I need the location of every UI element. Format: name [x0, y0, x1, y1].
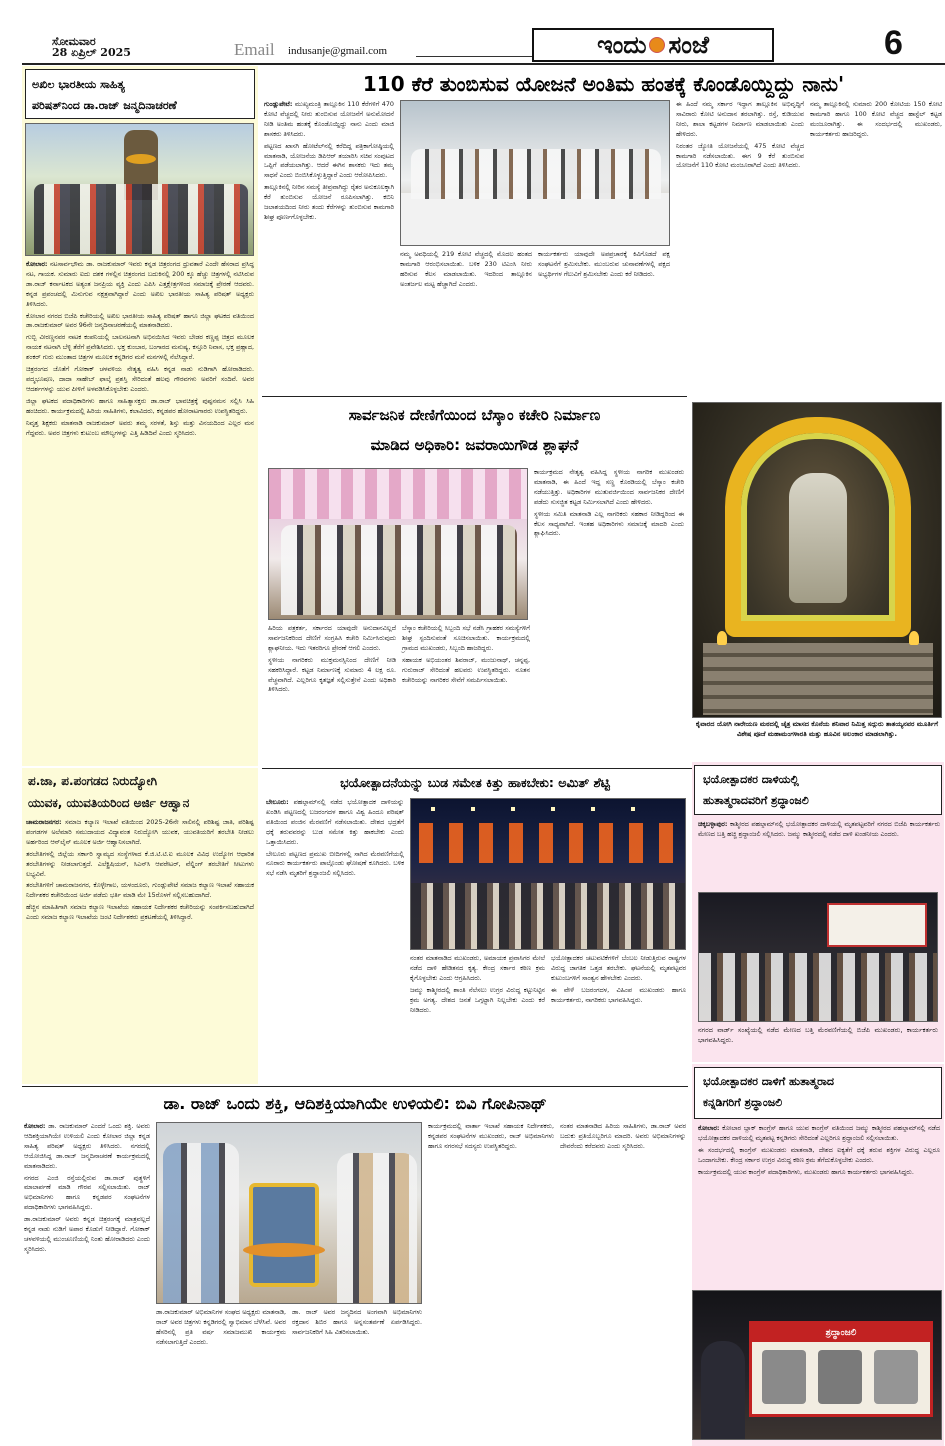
kannadigas-tribute-headline [694, 1067, 942, 1119]
kere-para-2: ಪಟ್ಟಣದ ಖಾಸಗಿ ಹೋಟೆಲ್‌ನಲ್ಲಿ ಕರೆದಿದ್ದ ಪತ್ರಿಕಾಗೋಷ್ಠಿಯಲ್ಲಿ ಮಾತನಾಡಿ, ಯೋಜನೆಯ ಡಿಪಿಆರ್ ತಯಾರಿಸಿ ಸಚಿವ ಸಂಪುಟದ ಒಪ್ಪಿಗೆ ಪಡೆಯಲಾಗಿತ್ತು. ಆದರೆ ಈಗಿನ ಶಾಸಕರು ಇದು ತಮ್ಮ ಸಾಧನೆ ಎಂದು ಬಿಂಬಿಸಿಕೊಳ್ಳುತ್ತಿದ್ದಾರೆ ಎಂದು ಆರೋಪಿಸಿದರು. [264, 141, 394, 180]
press-meet-table [401, 193, 670, 246]
jobs-headline-line-2: ಯುವಕ, ಯುವತಿಯರಿಂದ ಅರ್ಜಿ ಆಹ್ವಾನ [28, 796, 190, 810]
jobs-lead: ಚಾಮರಾಜನಗರ: [26, 818, 62, 826]
jobs-para-2: ತರಬೇತಿಗಳಲ್ಲಿ ಜಿಲ್ಲೆಯ ಸರ್ಕಾರಿ ಸ್ವಾಮ್ಯದ ಸಂಸ್ಥೆಗಳಾದ ಕೆ.ಜಿ.ಟಿ.ಟಿ.ಐ ಮೂಲಕ ವಿವಿಧ ಉದ್ಯೋಗ ಆಧಾರಿತ ತರಬೇತಿಗಳನ್ನು ನೀಡಲಾಗುತ್ತದೆ. ಎಲೆಕ್ಟ್ರಿಷಿಯನ್, ಸಿಎನ್‌ಸಿ ಆಪರೇಟರ್, ವೆಲ್ಡಿಂಗ್ ತರಬೇತಿಗೆ ಸೀಟುಗಳು ಲಭ್ಯವಿವೆ. [26, 849, 254, 878]
jobs-para-1: ಸಮಾಜ ಕಲ್ಯಾಣ ಇಲಾಖೆ ವತಿಯಿಂದ 2025-26ನೇ ಸಾಲಿನಲ್ಲಿ ಪರಿಶಿಷ್ಟ ಜಾತಿ, ಪರಿಶಿಷ್ಟ ಪಂಗಡಗಳ ಅಲೆಮಾರಿ ಸಮುದಾಯದ ವಿದ್ಯಾವಂತ ನಿರುದ್ಯೋಗಿ ಯುವಕ, ಯುವತಿಯರಿಗೆ ತರಬೇತಿ ನೀಡಲು ಅರ್ಹರಿಂದ ಆನ್‌ಲೈನ್ ಮೂಲಕ ಅರ್ಜಿ ಆಹ್ವಾನಿಸಲಾಗಿದೆ. [26, 818, 254, 846]
bescom-office-body-right [534, 468, 684, 764]
masthead-day: ಸೋಮವಾರ [52, 35, 96, 48]
kere-para-5: ಕಾರ್ಯಕರ್ತರು ಯಾವುದೇ ಅಪಪ್ರಚಾರಕ್ಕೆ ಕಿವಿಗೊಡದೆ ಪಕ್ಷ ಸಂಘಟನೆಗೆ ಶ್ರಮಿಸಬೇಕು. ಮುಂಬರುವ ಚುನಾವಣೆಗಳಲ್ಲಿ ಪಕ್ಷದ ಅಭ್ಯರ್ಥಿಗಳ ಗೆಲುವಿಗೆ ಶ್ರಮಿಸಬೇಕು ಎಂದು ಕರೆ ನೀಡಿದರು. [538, 250, 670, 278]
pahalgam-headline-line-2: ಹುತಾತ್ಮರಾದವರಿಗೆ ಶ್ರದ್ಧಾಂಜಲಿ [703, 794, 809, 807]
altar-steps [703, 643, 933, 715]
kere-yojane-article [262, 66, 945, 394]
kannadigas-tribute-photo [692, 1290, 942, 1440]
gopinath-body-col-5 [560, 1122, 686, 1442]
amit-shetty-headline: ಭಯೋತ್ಪಾದನೆಯನ್ನು ಬುಡ ಸಮೇತ ಕಿತ್ತು ಹಾಕಬೇಕು: ಅಮಿತ್ ಶೆಟ್ಟಿ [340, 775, 610, 790]
tribute-banner [749, 1321, 933, 1417]
deity-idol [789, 473, 847, 603]
gopinath-headline: ಡಾ. ರಾಜ್ ಒಂದು ಶಕ್ತಿ, ಆದಿಶಕ್ತಿಯಾಗಿಯೇ ಉಳಿಯಲಿ: ಬಿವಿ ಗೋಪಿನಾಥ್ [163, 1094, 547, 1113]
gopinath-para-3: ಡಾ.ರಾಜಕುಮಾರ್ ಅವರು ಕನ್ನಡ ಚಿತ್ರರಂಗಕ್ಕೆ ಮಾತ್ರವಲ್ಲದೆ ಕನ್ನಡ ನಾಡು ನುಡಿಗೆ ಅಪಾರ ಕೊಡುಗೆ ನೀಡಿದ್ದಾರೆ. ಗೋಕಾಕ್ ಚಳವಳಿಯಲ್ಲಿ ಮುಂಚೂಣಿಯಲ್ಲಿ ನಿಂತು ಹೋರಾಡಿದರು ಎಂದು ಸ್ಮರಿಸಿದರು. [24, 1215, 150, 1253]
nameplate-part-2: ಸಂಜೆ [668, 31, 709, 59]
felicitation-group [281, 525, 517, 615]
kannadigas-tribute-article [692, 1064, 944, 1446]
rajkumar-headline-line-1: ಅಖಿಲ ಭಾರತೀಯ ಸಾಹಿತ್ಯ [32, 78, 125, 91]
nameplate-part-1: ಇಂದು [597, 31, 647, 59]
kere-para-3: ತಾಲ್ಲೂಕಿನಲ್ಲಿ ನೀರಿನ ಸಮಸ್ಯೆ ತೀವ್ರವಾಗಿದ್ದು ರೈತರ ಅನುಕೂಲಕ್ಕಾಗಿ ಕೆರೆ ತುಂಬಿಸುವ ಯೋಜನೆ ರೂಪಿಸಲಾಗಿತ್ತು. ಕಬಿನಿ ಜಲಾಶಯದಿಂದ ನೀರು ತಂದು ಕೆರೆಗಳನ್ನು ತುಂಬಿಸುವ ಕಾಮಗಾರಿ ಶೀಘ್ರ ಪೂರ್ಣಗೊಳ್ಳಬೇಕು. [264, 183, 394, 221]
kannadigas-tribute-body [698, 1124, 940, 1284]
bescom-headline-line-2: ಮಾಡಿದ ಅಧಿಕಾರಿ: ಜವರಾಯಿಗೌಡ ಶ್ಲಾಘನೆ [370, 436, 579, 454]
group-of-people [34, 184, 248, 254]
jobs-headline-line-1: ಪ.ಜಾ, ಪ.ಪಂಗಡದ ನಿರುದ್ಯೋಗಿ [28, 774, 158, 788]
rajkumar-jayanti-body [26, 260, 254, 762]
email-label: Email [234, 40, 275, 59]
stage-backdrop [269, 469, 528, 519]
gopinath-para-2: ನಗರದ ಎಂಜಿ ರಸ್ತೆಯಲ್ಲಿರುವ ಡಾ.ರಾಜ್ ಪುತ್ಥಳಿಗೆ ಮಾಲಾರ್ಪಣೆ ಮಾಡಿ ಗೌರವ ಸಲ್ಲಿಸಲಾಯಿತು. ರಾಜ್ ಅಭಿಮಾನಿಗಳು ಹಾಗೂ ಕನ್ನಡಪರ ಸಂಘಟನೆಗಳ ಪದಾಧಿಕಾರಿಗಳು ಭಾಗವಹಿಸಿದ್ದರು. [24, 1173, 150, 1212]
gopinath-para-1: ಡಾ. ರಾಜಕುಮಾರ್ ಎಂದರೆ ಒಂದು ಶಕ್ತಿ. ಅವರು ಆದಿಶಕ್ತಿಯಾಗಿಯೇ ಉಳಿಯಲಿ ಎಂದು ಕೋಲಾರ ಜಿಲ್ಲಾ ಕನ್ನಡ ಸಾಹಿತ್ಯ ಪರಿಷತ್ ಅಧ್ಯಕ್ಷರು ತಿಳಿಸಿದರು. ನಗರದಲ್ಲಿ ಆಯೋಜಿಸಿದ್ದ ಡಾ.ರಾಜ್ ಜನ್ಮದಿನಾಚರಣೆ ಕಾರ್ಯಕ್ರಮದಲ್ಲಿ ಮಾತನಾಡಿದರು. [24, 1122, 150, 1170]
amit-para-2: ಬೇಲೂರು ಪಟ್ಟಣದ ಪ್ರಮುಖ ಬೀದಿಗಳಲ್ಲಿ ಸಾಗಿದ ಮೆರವಣಿಗೆಯಲ್ಲಿ ನೂರಾರು ಕಾರ್ಯಕರ್ತರು ಪಾಲ್ಗೊಂಡು ಘೋಷಣೆ ಕೂಗಿದರು. ಬಳಿಕ ಸಭೆ ನಡೆಸಿ ಮೃತರಿಗೆ ಶ್ರದ್ಧಾಂಜಲಿ ಸಲ್ಲಿಸಿದರು. [266, 849, 404, 878]
amit-lead: ಬೇಲೂರು: [266, 798, 289, 806]
amit-para-1: ಪಹಲ್ಗಾಮ್‌ನಲ್ಲಿ ನಡೆದ ಭಯೋತ್ಪಾದಕ ದಾಳಿಯನ್ನು ಖಂಡಿಸಿ ಪಟ್ಟಣದಲ್ಲಿ ಬಜರಂಗದಳ ಹಾಗೂ ವಿಶ್ವ ಹಿಂದೂ ಪರಿಷತ್ ವತಿಯಿಂದ ಪಂಜಿನ ಮೆರವಣಿಗೆ ನಡೆಸಲಾಯಿತು. ದೇಶದ ಭದ್ರತೆಗೆ ಧಕ್ಕೆ ತರುವವರನ್ನು ಬುಡ ಸಮೇತ ಕಿತ್ತು ಹಾಕಬೇಕು ಎಂದು ಒತ್ತಾಯಿಸಿದರು. [266, 798, 404, 846]
bescom-headline-line-1: ಸಾರ್ವಜನಿಕ ದೇಣಿಗೆಯಿಂದ ಬೆಸ್ಕಾಂ ಕಚೇರಿ ನಿರ್ಮಾಣ [348, 406, 601, 424]
tribute-attendee [701, 1341, 745, 1440]
rally-crowd [411, 883, 686, 950]
paper-nameplate [532, 28, 774, 62]
divider-kere [262, 396, 687, 397]
amit-shetty-article [262, 770, 688, 1088]
gopinath-article [22, 1088, 688, 1446]
gopinath-para-5: ಡಾ. ರಾಜ್ ಅವರ ಜನ್ಮದಿನದ ಅಂಗವಾಗಿ ಅಭಿಮಾನಿಗಳು ರಕ್ತದಾನ ಶಿಬಿರ ಹಾಗೂ ಅನ್ನಸಂತರ್ಪಣೆ ಏರ್ಪಡಿಸಿದ್ದರು. ಸಾರ್ವಜನಿಕರಿಗೆ ಸಿಹಿ ವಿತರಿಸಲಾಯಿತು. [292, 1308, 422, 1336]
masthead-date: 28 ಏಪ್ರಿಲ್ 2025 [52, 46, 131, 59]
street-lights [431, 807, 667, 811]
kannadigas-headline-line-1: ಭಯೋತ್ಪಾದಕರ ದಾಳಿಗೆ ಹುತಾತ್ಮರಾದ [703, 1075, 834, 1088]
candle-march-photo [698, 892, 938, 1022]
rajkumar-headline-line-2: ಪರಿಷತ್‌ನಿಂದ ಡಾ.ರಾಜ್ ಜನ್ಮದಿನಾಚರಣೆ [32, 99, 177, 112]
amit-shetty-body-col-1 [266, 798, 404, 1084]
jobs-notice-headline [28, 770, 254, 814]
pahalgam-tribute-headline [694, 765, 942, 815]
bescom-para-3: ಹಿರಿಯ ಪತ್ರಕರ್ತ, ಸರ್ಕಾರದ ಯಾವುದೇ ಅನುದಾನವಿಲ್ಲದೆ ಸಾರ್ವಜನಿಕರಿಂದ ದೇಣಿಗೆ ಸಂಗ್ರಹಿಸಿ ಕಚೇರಿ ನಿರ್ಮಿಸಿರುವುದು ಶ್ಲಾಘನೀಯ. ಇದು ಇತರರಿಗೂ ಪ್ರೇರಣೆ ಆಗಲಿ ಎಂದರು. [268, 624, 396, 652]
jobs-notice-body [26, 818, 254, 1080]
bescom-office-article [262, 398, 687, 768]
rajkumar-jayanti-headline [25, 69, 255, 119]
gopinath-lead: ಕೋಲಾರ: [24, 1122, 46, 1130]
amit-para-6: ಈ ವೇಳೆ ಬಜರಂಗದಳ, ವಿಹಿಂಪ ಮುಖಂಡರು ಹಾಗೂ ಕಾರ್ಯಕರ್ತರು, ನಾಗರಿಕರು ಭಾಗವಹಿಸಿದ್ದರು. [551, 985, 686, 1004]
jobs-para-4: ಹೆಚ್ಚಿನ ಮಾಹಿತಿಗಾಗಿ ಸಮಾಜ ಕಲ್ಯಾಣ ಇಲಾಖೆಯ ಸಹಾಯಕ ನಿರ್ದೇಶಕರ ಕಚೇರಿಯನ್ನು ಸಂಪರ್ಕಿಸಬಹುದಾಗಿದೆ ಎಂದು ಸಮಾಜ ಕಲ್ಯಾಣ ಇಲಾಖೆಯ ಜಂಟಿ ನಿರ್ದೇಶಕರು ಪ್ರಕಟಣೆಯಲ್ಲಿ ತಿಳಿಸಿದ್ದಾರೆ. [26, 903, 254, 922]
rajkumar-para-3: ಗುಬ್ಬಿ ವೀರಣ್ಣನವರ ನಾಟಕ ಕಂಪನಿಯಲ್ಲಿ ಬಾಲನಟನಾಗಿ ಅಭಿನಯಿಸಿದ ಇವರು ಬೇಡರ ಕಣ್ಣಪ್ಪ ಚಿತ್ರದ ಮೂಲಕ ನಾಯಕ ನಟನಾಗಿ ಬೆಳ್ಳಿ ತೆರೆಗೆ ಪ್ರವೇಶಿಸಿದರು. ಭಕ್ತ ಕುಂಬಾರ, ಬಂಗಾರದ ಮನುಷ್ಯ, ಕಸ್ತೂರಿ ನಿವಾಸ, ಭಕ್ತ ಪ್ರಹ್ಲಾದ, ಶಂಕರ್ ಗುರು ಮುಂತಾದ ಚಿತ್ರಗಳ ಮೂಲಕ ಕನ್ನಡಿಗರ ಮನೆ ಮನಗಳಲ್ಲಿ ನೆಲೆಸಿದ್ದಾರೆ. [26, 333, 254, 362]
kannadigas-headline-line-2: ಕನ್ನಡಿಗರಿಗೆ ಶ್ರದ್ಧಾಂಜಲಿ [703, 1096, 783, 1109]
rajkumar-para-2: ಕೋಲಾರ ನಗರದ ಬಿಜೆಪಿ ಕಚೇರಿಯಲ್ಲಿ ಅಖಿಲ ಭಾರತೀಯ ಸಾಹಿತ್ಯ ಪರಿಷತ್ ಹಾಗೂ ಜಿಲ್ಲಾ ಘಟಕದ ವತಿಯಿಂದ ಡಾ.ರಾಜಕುಮಾರ್ ಅವರ 96ನೇ ಜನ್ಮದಿನಾಚರಣೆಯಲ್ಲಿ ಮಾತನಾಡಿದರು. [26, 311, 254, 330]
victim-portrait-3 [874, 1350, 918, 1404]
bescom-para-5: ಬೆಸ್ಕಾಂ ಕಚೇರಿಯಲ್ಲಿ ಸಿಬ್ಬಂದಿ ಸಭೆ ನಡೆಸಿ ಗ್ರಾಹಕರ ಸಮಸ್ಯೆಗಳಿಗೆ ಶೀಘ್ರ ಸ್ಪಂದಿಸುವಂತೆ ಸೂಚಿಸಲಾಯಿತು. ಕಾರ್ಯಕ್ರಮದಲ್ಲಿ ಗ್ರಾಮದ ಮುಖಂಡರು, ಸಿಬ್ಬಂದಿ ಹಾಜರಿದ್ದರು. [402, 624, 530, 652]
kannadigas-para-2: ಈ ಸಂದರ್ಭದಲ್ಲಿ ಕಾಂಗ್ರೆಸ್ ಮುಖಂಡರು ಮಾತನಾಡಿ, ದೇಶದ ಐಕ್ಯತೆಗೆ ಧಕ್ಕೆ ತರುವ ಶಕ್ತಿಗಳ ವಿರುದ್ಧ ಎಲ್ಲರೂ ಒಂದಾಗಬೇಕು. ಕೇಂದ್ರ ಸರ್ಕಾರ ಉಗ್ರರ ವಿರುದ್ಧ ಕಠಿಣ ಕ್ರಮ ತೆಗೆದುಕೊಳ್ಳಬೇಕು ಎಂದರು. [698, 1145, 940, 1164]
email-address: indusanje@gmail.com [288, 45, 388, 57]
masthead [0, 0, 945, 66]
oil-lamp-right [909, 631, 919, 645]
masthead-divider [416, 56, 532, 57]
kere-yojane-body-col-1 [264, 100, 394, 390]
bescom-office-body-bottom [268, 624, 530, 764]
amit-para-5: ಭಯೋತ್ಪಾದಕರ ಚಟುವಟಿಕೆಗಳಿಗೆ ಬೆಂಬಲ ನೀಡುತ್ತಿರುವ ರಾಷ್ಟ್ರಗಳ ವಿರುದ್ಧ ಜಾಗತಿಕ ಒತ್ತಡ ತರಬೇಕು. ಘಟನೆಯಲ್ಲಿ ಮೃತಪಟ್ಟವರ ಕುಟುಂಬಗಳಿಗೆ ಸಾಂತ್ವನ ಹೇಳಬೇಕು ಎಂದರು. [551, 954, 686, 982]
pahalgam-tribute-article [692, 762, 944, 1062]
gopinath-body-bottom [156, 1308, 422, 1442]
kere-yojane-body-mid [400, 250, 670, 390]
kere-yojane-body-col-4 [676, 100, 804, 390]
press-meet-people [411, 149, 661, 199]
gopinath-para-6: ಕಾರ್ಯಕ್ರಮದಲ್ಲಿ ವಾರ್ತಾ ಇಲಾಖೆ ಸಹಾಯಕ ನಿರ್ದೇಶಕರು, ಕನ್ನಡಪರ ಸಂಘಟನೆಗಳ ಮುಖಂಡರು, ರಾಜ್ ಅಭಿಮಾನಿಗಳು ಹಾಗೂ ನಗರಸಭೆ ಸದಸ್ಯರು ಉಪಸ್ಥಿತರಿದ್ದರು. [428, 1122, 554, 1150]
memorial-banner [827, 903, 927, 947]
jobs-notice-article [22, 768, 258, 1084]
temple-photo-block [692, 402, 942, 762]
gopinath-para-7: ನಂತರ ಮಾತನಾಡಿದ ಹಿರಿಯ ಸಾಹಿತಿಗಳು, ಡಾ.ರಾಜ್ ಅವರ ಬದುಕು ಪ್ರತಿಯೊಬ್ಬರಿಗೂ ಮಾದರಿ. ಅವರು ಅಭಿಮಾನಿಗಳನ್ನು ದೇವರೆಂದು ಕರೆದವರು ಎಂದು ಸ್ಮರಿಸಿದರು. [560, 1122, 686, 1150]
rajkumar-para-5: ಜಿಲ್ಲಾ ಘಟಕದ ಪದಾಧಿಕಾರಿಗಳು ಹಾಗೂ ಸಾಹಿತ್ಯಾಸಕ್ತರು ಡಾ.ರಾಜ್ ಭಾವಚಿತ್ರಕ್ಕೆ ಪುಷ್ಪನಮನ ಸಲ್ಲಿಸಿ ಸಿಹಿ ಹಂಚಿದರು. ಕಾರ್ಯಕ್ರಮದಲ್ಲಿ ಹಿರಿಯ ಸಾಹಿತಿಗಳು, ಕಲಾವಿದರು, ಕನ್ನಡಪರ ಹೋರಾಟಗಾರರು ಉಪಸ್ಥಿತರಿದ್ದರು. [26, 396, 254, 415]
pahalgam-tribute-caption: ನಗರದ ವಾರ್ಡ್ ಸಂಖ್ಯೆಯಲ್ಲಿ ನಡೆದ ಮೇಣದ ಬತ್ತಿ ಮೆರವಣಿಗೆಯಲ್ಲಿ ಬಿಜೆಪಿ ಮುಖಂಡರು, ಕಾರ್ಯಕರ್ತರು ಭಾಗವಹಿಸಿದ್ದರು. [698, 1026, 938, 1044]
victim-portrait-2 [818, 1350, 862, 1404]
amit-para-3: ನಂತರ ಮಾತನಾಡಿದ ಮುಖಂಡರು, ಅಮಾಯಕ ಪ್ರವಾಸಿಗರ ಮೇಲೆ ನಡೆದ ದಾಳಿ ಹೇಡಿತನದ ಕೃತ್ಯ. ಕೇಂದ್ರ ಸರ್ಕಾರ ಕಠಿಣ ಕ್ರಮ ಕೈಗೊಳ್ಳಬೇಕು ಎಂದು ಆಗ್ರಹಿಸಿದರು. [410, 954, 545, 982]
divider-gopinath [22, 1086, 688, 1087]
gopinath-body-col-4 [428, 1122, 554, 1442]
rajkumar-jayanti-photo [25, 123, 254, 256]
kere-yojane-photo [400, 100, 670, 246]
nameplate-sun-icon [649, 37, 665, 53]
kere-para-7: ನಿರಂತರ ಜ್ಯೋತಿ ಯೋಜನೆಯಲ್ಲಿ 475 ಕೋಟಿ ವೆಚ್ಚದ ಕಾಮಗಾರಿ ನಡೆಸಲಾಯಿತು. ಈಗ 9 ಕೆರೆ ತುಂಬಿಸುವ ಯೋಜನೆಗೆ 110 ಕೋಟಿ ಮಂಜೂರಾಗಿದೆ ಎಂದು ತಿಳಿಸಿದರು. [676, 141, 804, 170]
bescom-office-photo [268, 468, 528, 620]
kere-yojane-headline: 110 ಕೆರೆ ತುಂಬಿಸುವ ಯೋಜನೆ ಅಂತಿಮ ಹಂತಕ್ಕೆ ಕೊಂಡೊಯ್ದಿದ್ದು ನಾನು' [362, 72, 845, 96]
amit-para-4: ಜಮ್ಮು ಕಾಶ್ಮೀರದಲ್ಲಿ ಶಾಂತಿ ನೆಲೆಸಲು ಉಗ್ರರ ವಿರುದ್ಧ ಕಟ್ಟುನಿಟ್ಟಿನ ಕ್ರಮ ಅಗತ್ಯ. ದೇಶದ ಜನತೆ ಒಗ್ಗಟ್ಟಾಗಿ ನಿಲ್ಲಬೇಕು ಎಂದು ಕರೆ ನೀಡಿದರು. [410, 985, 545, 1014]
kere-para-1: ಮುಖ್ಯಮಂತ್ರಿ ತಾಲ್ಲೂಕಿನ 110 ಕೆರೆಗಳಿಗೆ 470 ಕೋಟಿ ವೆಚ್ಚದಲ್ಲಿ ನೀರು ತುಂಬಿಸುವ ಯೋಜನೆಗೆ ಅನುಮೋದನೆ ನೀಡಿ ಅಂತಿಮ ಹಂತಕ್ಕೆ ಕೊಂಡೊಯ್ದಿದ್ದು ನಾನು ಎಂದು ಮಾಜಿ ಶಾಸಕರು ತಿಳಿಸಿದರು. [264, 100, 394, 138]
kannadigas-para-1: ಕೋಲಾರ ಬ್ಲಾಕ್ ಕಾಂಗ್ರೆಸ್ ಹಾಗೂ ಯುವ ಕಾಂಗ್ರೆಸ್ ವತಿಯಿಂದ ಜಮ್ಮು ಕಾಶ್ಮೀರದ ಪಹಲ್ಗಾಮ್‌ನಲ್ಲಿ ನಡೆದ ಭಯೋತ್ಪಾದಕರ ದಾಳಿಯಲ್ಲಿ ಮೃತಪಟ್ಟ ಕನ್ನಡಿಗರು ಸೇರಿದಂತೆ ಎಲ್ಲರಿಗೂ ಶ್ರದ್ಧಾಂಜಲಿ ಸಲ್ಲಿಸಲಾಯಿತು. [698, 1124, 940, 1142]
jobs-para-3: ತರಬೇತಿಗಳಿಗೆ ಚಾಮರಾಜನಗರ, ಕೊಳ್ಳೇಗಾಲ, ಯಳಂದೂರು, ಗುಂಡ್ಲುಪೇಟೆ ಸಮಾಜ ಕಲ್ಯಾಣ ಇಲಾಖೆ ಸಹಾಯಕ ನಿರ್ದೇಶಕರ ಕಚೇರಿಯಿಂದ ಅರ್ಜಿ ಪಡೆದು ಭರ್ತಿ ಮಾಡಿ ಮೇ 15ರೊಳಗೆ ಸಲ್ಲಿಸಬಹುದಾಗಿದೆ. [26, 881, 254, 900]
tribute-banner-title: ಶ್ರದ್ಧಾಂಜಲಿ [752, 1324, 930, 1342]
kere-para-4: ನಮ್ಮ ಅವಧಿಯಲ್ಲಿ 219 ಕೋಟಿ ವೆಚ್ಚದಲ್ಲಿ ಮೊದಲ ಹಂತದ ಕಾಮಗಾರಿ ಆರಂಭಿಸಲಾಯಿತು. ಬಳಿಕ 230 ಟಿಎಂಸಿ ನೀರು ಹರಿಸುವ ಕೆಲಸ ಮಾಡಲಾಯಿತು. ಇದರಿಂದ ತಾಲ್ಲೂಕಿನ ಅಂತರ್ಜಲ ಮಟ್ಟ ಹೆಚ್ಚಾಗಿದೆ ಎಂದರು. [400, 250, 532, 288]
rajkumar-para-1: ನಟಸಾರ್ವಭೌಮ ಡಾ. ರಾಜಕುಮಾರ್ ಇವರು ಕನ್ನಡ ಚಿತ್ರರಂಗದ ಧ್ರುವತಾರೆ ಎಂದೇ ಹೆಸರಾದ ಪ್ರಸಿದ್ಧ ನಟ, ಗಾಯಕ. ಸುಮಾರು ಐದು ದಶಕ ಗಳಲ್ಲಿನ ಚಿತ್ರರಂಗದ ಬದುಕಿನಲ್ಲಿ 200 ಕ್ಕೂ ಹೆಚ್ಚು ಚಿತ್ರಗಳಲ್ಲಿ ನಟಿಸಿರುವ ಡಾ.ರಾಜ್ ಕರ್ನಾಟಕದ ಅತ್ಯಂತ ಜನಪ್ರಿಯ ವ್ಯಕ್ತಿ ಎಂದು ಎಪಿಸಿ ಎತ್ತಕ್ಷೇತ್ರಗಳಿಂದ ಸಮಾಜಕ್ಕೆ ಪ್ರೇರಣೆ ಆದವರು. ಕನ್ನಡ ಪ್ರಪಂಚದಲ್ಲಿ ಮಿನುಗುವ ನಕ್ಷತ್ರವಾಗಿದ್ದಾರೆ ಎಂದು ಅಖಿಲ ಭಾರತೀಯ ಸಾಹಿತ್ಯ ಪರಿಷತ್ ಅಧ್ಯಕ್ಷರು ತಿಳಿಸಿದರು. [26, 260, 254, 308]
pahalgam-lead: ಚಿಕ್ಕಬಳ್ಳಾಪುರ: [698, 820, 728, 828]
rajkumar-jayanti-article [22, 66, 258, 766]
oil-lamp-left [717, 631, 727, 645]
kannadigas-lead: ಕೋಲಾರ: [698, 1124, 720, 1132]
temple-photo-caption: ಕೈವಾರದ ಯೋಗಿ ನಾರೇಯಣ ಮಠದಲ್ಲಿ ಚೈತ್ರ ಮಾಸದ ಕೊನೆಯ ಶನಿವಾರ ನಿಮಿತ್ತ ಸದ್ಗುರು ತಾತಯ್ಯನವರ ಮೂರ್ತಿಗೆ ವಿಶೇಷ ಪೂಜೆ ಮಹಾಮಂಗಳಾರತಿ ಮತ್ತು ಹೂವಿನ ಅಲಂಕಾರ ಮಾಡಲಾಗಿತ್ತು. [695, 720, 939, 738]
masthead-rule [22, 63, 945, 65]
garland-on-portrait [243, 1243, 325, 1257]
amit-shetty-body-bottom [410, 954, 686, 1084]
pahalgam-headline-line-1: ಭಯೋತ್ಪಾದಕರ ದಾಳಿಯಲ್ಲಿ [703, 773, 799, 786]
bescom-para-1: ಕಾರ್ಯಕ್ರಮದ ನೇತೃತ್ವ ವಹಿಸಿದ್ದ ಸ್ಥಳೀಯ ನಾಗರಿಕ ಮುಖಂಡರು ಮಾತನಾಡಿ, ಈ ಹಿಂದೆ ಇದ್ದ ಸಣ್ಣ ಕೊಠಡಿಯಲ್ಲಿ ಬೆಸ್ಕಾಂ ಕಚೇರಿ ನಡೆಯುತ್ತಿತ್ತು. ಅಧಿಕಾರಿಗಳ ಮುತುವರ್ಜಿಯಿಂದ ಸಾರ್ವಜನಿಕರ ದೇಣಿಗೆ ಪಡೆದು ಸುಸಜ್ಜಿತ ಕಟ್ಟಡ ನಿರ್ಮಿಸಲಾಗಿದೆ ಎಂದು ಹೇಳಿದರು. [534, 468, 684, 506]
page-number: 6 [884, 24, 903, 62]
bescom-para-6: ಸಹಾಯಕ ಅಭಿಯಂತರ ಶಿವರಾಜ್, ಮಂಜುನಾಥ್, ಚನ್ನಪ್ಪ, ಗುರುರಾಜ್ ಸೇರಿದಂತೆ ಹಲವರು ಉಪಸ್ಥಿತರಿದ್ದರು. ನೂತನ ಕಚೇರಿಯನ್ನು ನಾಗರಿಕರ ಸೇವೆಗೆ ಸಮರ್ಪಿಸಲಾಯಿತು. [402, 655, 530, 684]
officials-standing [163, 1143, 239, 1304]
pahalgam-tribute-body [698, 820, 940, 888]
gopinath-event-photo [156, 1122, 422, 1304]
rajkumar-para-4: ಚಿತ್ರರಂಗದ ಜೊತೆಗೆ ಗೋಕಾಕ್ ಚಳವಳಿಯ ನೇತೃತ್ವ ವಹಿಸಿ ಕನ್ನಡ ನಾಡು ನುಡಿಗಾಗಿ ಹೋರಾಡಿದರು. ಪದ್ಮಭೂಷಣ, ದಾದಾ ಸಾಹೇಬ್ ಫಾಲ್ಕೆ ಪ್ರಶಸ್ತಿ ಸೇರಿದಂತೆ ಹಲವು ಗೌರವಗಳು ಅವರಿಗೆ ಸಂದಿವೆ. ಅವರ ಆದರ್ಶಗಳನ್ನು ಯುವ ಪೀಳಿಗೆ ಅಳವಡಿಸಿಕೊಳ್ಳಬೇಕು ಎಂದರು. [26, 365, 254, 393]
kere-para-8: ನಮ್ಮ ತಾಲ್ಲೂಕಿನಲ್ಲಿ ಸುಮಾರು 200 ಕೋಟಿಯ 150 ಕೋಟಿ ಕಾಮಗಾರಿ ಹಾಗೂ 100 ಕೋಟಿ ವೆಚ್ಚದ ಹಾಸ್ಟೆಲ್ ಕಟ್ಟಡ ಮಂಜೂರಾಗಿತ್ತು. ಈ ಸಂದರ್ಭದಲ್ಲಿ ಮುಖಂಡರು, ಕಾರ್ಯಕರ್ತರು ಹಾಜರಿದ್ದರು. [810, 100, 942, 138]
kannadigas-para-3: ಕಾರ್ಯಕ್ರಮದಲ್ಲಿ ಯುವ ಕಾಂಗ್ರೆಸ್ ಪದಾಧಿಕಾರಿಗಳು, ಮುಖಂಡರು ಹಾಗೂ ಕಾರ್ಯಕರ್ತರು ಭಾಗವಹಿಸಿದ್ದರು. [698, 1167, 914, 1176]
candle-crowd [699, 953, 938, 1022]
victim-portrait-1 [762, 1350, 806, 1404]
saffron-flags [419, 823, 679, 863]
torch-rally-photo [410, 798, 686, 950]
bescom-office-headline [262, 400, 687, 460]
bescom-para-4: ಸ್ಥಳೀಯ ನಾಗರಿಕರು ಮುಕ್ತಮನಸ್ಸಿನಿಂದ ದೇಣಿಗೆ ನೀಡಿ ಸಹಕರಿಸಿದ್ದಾರೆ. ಕಟ್ಟಡ ನಿರ್ಮಾಣಕ್ಕೆ ಸುಮಾರು 4 ಲಕ್ಷ ರೂ. ವೆಚ್ಚವಾಗಿದೆ. ಎಲ್ಲರಿಗೂ ಕೃತಜ್ಞತೆ ಸಲ್ಲಿಸುತ್ತೇನೆ ಎಂದು ಅಧಿಕಾರಿ ತಿಳಿಸಿದರು. [268, 655, 396, 694]
statue-garland [126, 154, 156, 164]
rajkumar-lead: ಕೋಲಾರ: [26, 260, 48, 268]
kere-yojane-body-col-5 [810, 100, 942, 390]
temple-deity-photo [692, 402, 942, 718]
gopinath-body-col-1 [24, 1122, 150, 1442]
gopinath-para-4: ಡಾ.ರಾಜಕುಮಾರ್ ಅಭಿಮಾನಿಗಳ ಸಂಘದ ಅಧ್ಯಕ್ಷರು ಮಾತನಾಡಿ, ರಾಜ್ ಅವರ ಚಿತ್ರಗಳು ಕನ್ನಡಿಗರಲ್ಲಿ ಸ್ವಾಭಿಮಾನ ಬೆಳೆಸಿವೆ. ಅವರ ಹೆಸರಿನಲ್ಲಿ ಪ್ರತಿ ವರ್ಷ ಸಮಾಜಮುಖಿ ಕಾರ್ಯಕ್ರಮ ನಡೆಸಲಾಗುತ್ತಿದೆ ಎಂದರು. [156, 1308, 286, 1346]
rajkumar-portrait [249, 1183, 319, 1287]
officials-right [337, 1153, 417, 1304]
bescom-para-2: ಸ್ಥಳೀಯ ಸಮಿತಿ ಮಾತನಾಡಿ ಎಲ್ಲ ನಾಗರಿಕರು ಸಹಕಾರ ನೀಡಿದ್ದರಿಂದ ಈ ಕೆಲಸ ಸಾಧ್ಯವಾಗಿದೆ. ಇಂತಹ ಅಧಿಕಾರಿಗಳು ಸಮಾಜಕ್ಕೆ ಮಾದರಿ ಎಂದು ಶ್ಲಾಘಿಸಿದರು. [534, 509, 684, 538]
pahalgam-para-1: ಕಾಶ್ಮೀರದ ಪಹಲ್ಗಾಮ್‌ನಲ್ಲಿ ಭಯೋತ್ಪಾದಕರ ದಾಳಿಯಲ್ಲಿ ಮೃತಪಟ್ಟವರಿಗೆ ನಗರದ ಬಿಜೆಪಿ ಕಾರ್ಯಕರ್ತರು ಮೇಣದ ಬತ್ತಿ ಹಚ್ಚಿ ಶ್ರದ್ಧಾಂಜಲಿ ಸಲ್ಲಿಸಿದರು. ಜಮ್ಮು ಕಾಶ್ಮೀರದಲ್ಲಿ ನಡೆದ ದಾಳಿ ಖಂಡನೀಯ ಎಂದರು. [698, 820, 940, 838]
kere-lead: ಗುಂಡ್ಲುಪೇಟೆ: [264, 100, 293, 108]
kere-para-6: ಈ ಹಿಂದೆ ನಮ್ಮ ಸರ್ಕಾರ ಇದ್ದಾಗ ತಾಲ್ಲೂಕಿನ ಅಭಿವೃದ್ಧಿಗೆ ಸಾವಿರಾರು ಕೋಟಿ ಅನುದಾನ ತರಲಾಗಿತ್ತು. ರಸ್ತೆ, ಕುಡಿಯುವ ನೀರು, ಶಾಲಾ ಕಟ್ಟಡಗಳ ನಿರ್ಮಾಣ ಮಾಡಲಾಯಿತು ಎಂದು ಹೇಳಿದರು. [676, 100, 804, 138]
rajkumar-para-6: ನಿವೃತ್ತ ಶಿಕ್ಷಕರು ಮಾತನಾಡಿ ರಾಜಕುಮಾರ್ ಅವರು ತಮ್ಮ ಸರಳತೆ, ಶಿಸ್ತು ಮತ್ತು ವಿನಯದಿಂದ ಎಲ್ಲರ ಮನ ಗೆದ್ದವರು. ಅವರ ಚಿತ್ರಗಳು ಕುಟುಂಬ ಮೌಲ್ಯಗಳನ್ನು ಎತ್ತಿ ಹಿಡಿದಿವೆ ಎಂದು ಸ್ಮರಿಸಿದರು. [26, 418, 254, 437]
